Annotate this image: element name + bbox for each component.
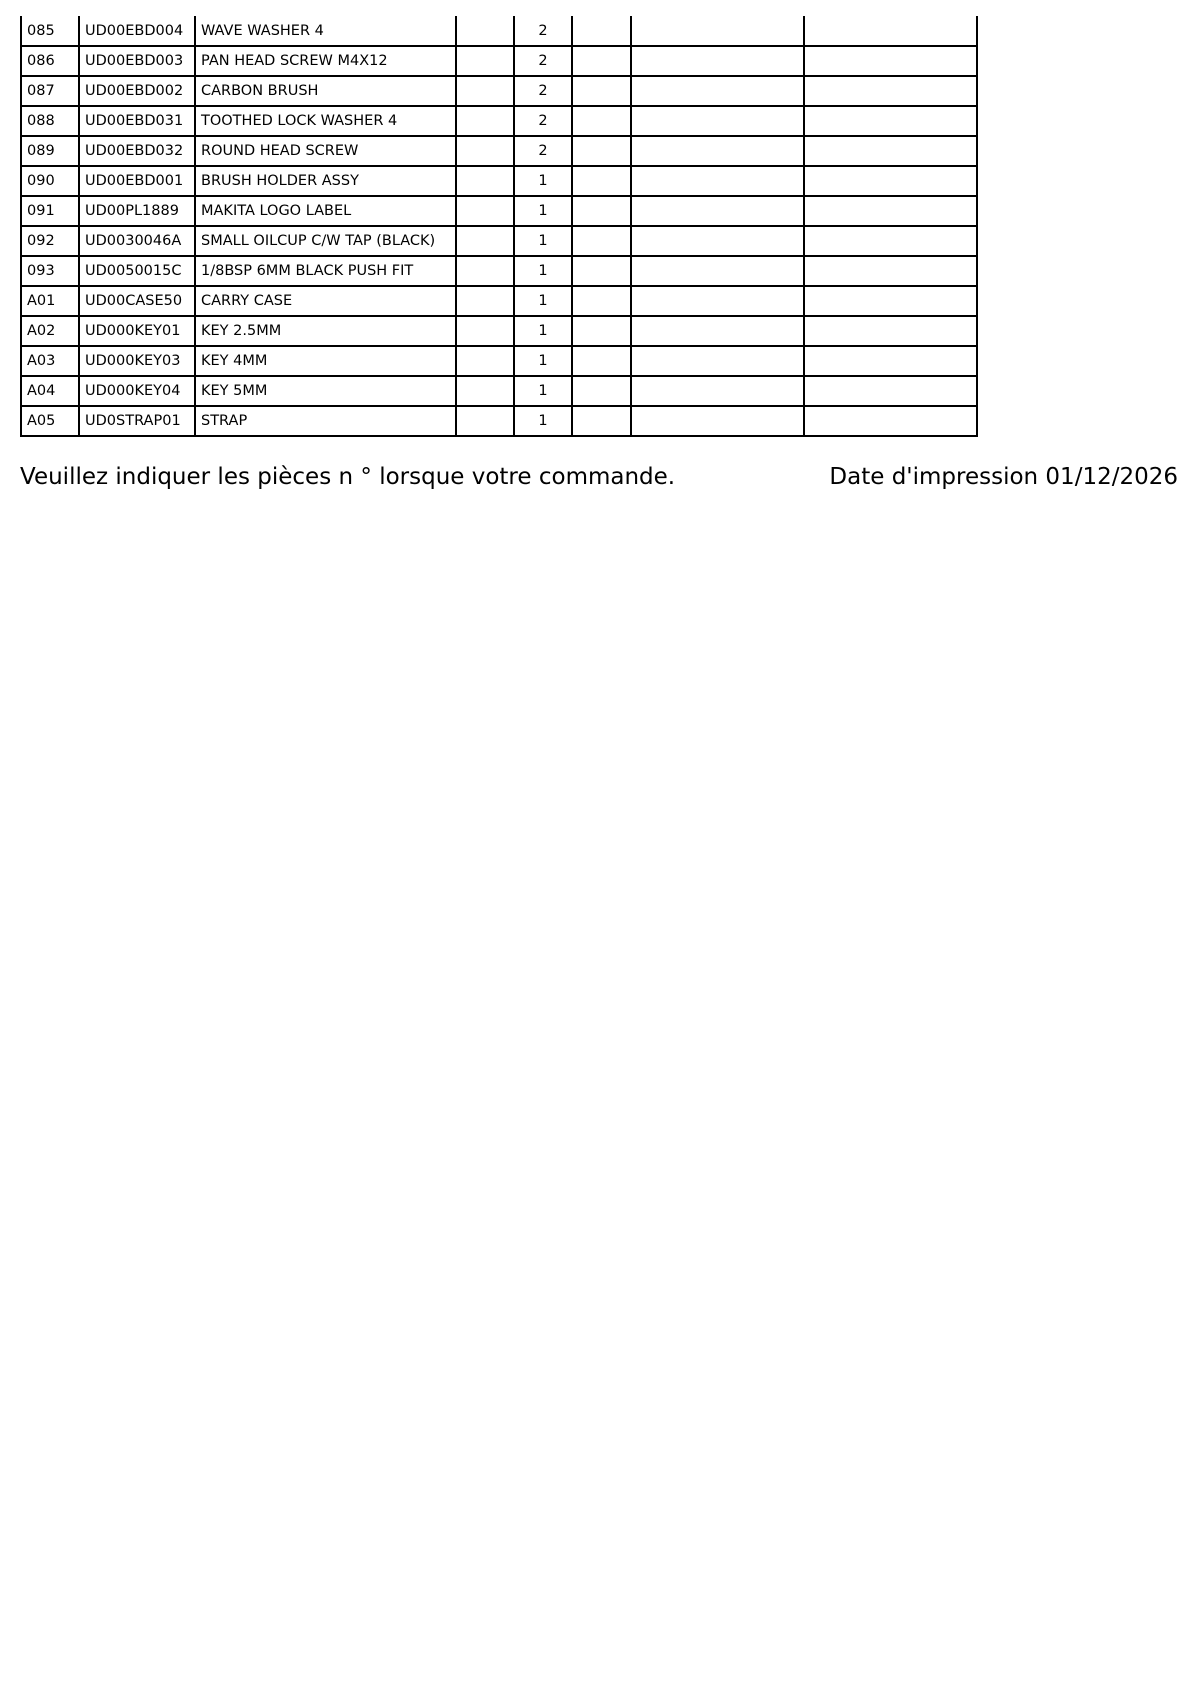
part-code-cell: UD00EBD003: [79, 46, 195, 76]
empty-cell: [631, 136, 804, 166]
empty-cell: [631, 16, 804, 46]
empty-cell: [572, 106, 631, 136]
part-ref-cell: 089: [21, 136, 79, 166]
empty-cell: [456, 46, 514, 76]
table-row: [21, 136, 977, 166]
empty-cell: [804, 106, 977, 136]
part-description-cell: PAN HEAD SCREW M4X12: [195, 46, 456, 76]
empty-cell: [804, 256, 977, 286]
empty-cell: [804, 316, 977, 346]
part-code-cell: UD0030046A: [79, 226, 195, 256]
part-description-cell: MAKITA LOGO LABEL: [195, 196, 456, 226]
table-row: [21, 166, 977, 196]
empty-cell: [804, 406, 977, 436]
part-code-cell: UD00EBD031: [79, 106, 195, 136]
part-ref-cell: 086: [21, 46, 79, 76]
empty-cell: [456, 136, 514, 166]
empty-cell: [631, 226, 804, 256]
table-row: [21, 286, 977, 316]
part-qty-cell: 1: [514, 166, 572, 196]
empty-cell: [631, 196, 804, 226]
empty-cell: [572, 286, 631, 316]
print-date: Date d'impression 01/12/2026: [829, 464, 1178, 490]
empty-cell: [456, 376, 514, 406]
part-qty-cell: 1: [514, 406, 572, 436]
empty-cell: [572, 316, 631, 346]
empty-cell: [804, 46, 977, 76]
part-ref-cell: 090: [21, 166, 79, 196]
empty-cell: [456, 346, 514, 376]
empty-cell: [804, 196, 977, 226]
part-code-cell: UD0STRAP01: [79, 406, 195, 436]
empty-cell: [804, 226, 977, 256]
parts-table: [20, 16, 978, 437]
empty-cell: [456, 256, 514, 286]
part-qty-cell: 2: [514, 136, 572, 166]
table-row: [21, 256, 977, 286]
empty-cell: [572, 376, 631, 406]
empty-cell: [572, 226, 631, 256]
part-description-cell: TOOTHED LOCK WASHER 4: [195, 106, 456, 136]
empty-cell: [804, 16, 977, 46]
empty-cell: [456, 16, 514, 46]
part-qty-cell: 1: [514, 256, 572, 286]
part-description-cell: KEY 4MM: [195, 346, 456, 376]
part-description-cell: WAVE WASHER 4: [195, 16, 456, 46]
part-description-cell: BRUSH HOLDER ASSY: [195, 166, 456, 196]
empty-cell: [804, 76, 977, 106]
empty-cell: [572, 46, 631, 76]
part-description-cell: STRAP: [195, 406, 456, 436]
empty-cell: [456, 76, 514, 106]
part-ref-cell: A02: [21, 316, 79, 346]
part-description-cell: 1/8BSP 6MM BLACK PUSH FIT: [195, 256, 456, 286]
part-description-cell: KEY 5MM: [195, 376, 456, 406]
empty-cell: [631, 46, 804, 76]
table-row: [21, 76, 977, 106]
empty-cell: [572, 16, 631, 46]
part-qty-cell: 1: [514, 226, 572, 256]
part-description-cell: CARRY CASE: [195, 286, 456, 316]
table-row: [21, 226, 977, 256]
empty-cell: [804, 136, 977, 166]
part-qty-cell: 2: [514, 16, 572, 46]
part-ref-cell: A04: [21, 376, 79, 406]
order-instruction-note: Veuillez indiquer les pièces n ° lorsque votre commande.: [20, 464, 676, 490]
part-qty-cell: 1: [514, 376, 572, 406]
part-qty-cell: 1: [514, 286, 572, 316]
empty-cell: [804, 286, 977, 316]
part-ref-cell: 092: [21, 226, 79, 256]
part-ref-cell: 085: [21, 16, 79, 46]
empty-cell: [631, 256, 804, 286]
empty-cell: [456, 316, 514, 346]
empty-cell: [572, 136, 631, 166]
empty-cell: [631, 166, 804, 196]
empty-cell: [631, 286, 804, 316]
table-row: [21, 316, 977, 346]
empty-cell: [631, 76, 804, 106]
table-row: [21, 106, 977, 136]
empty-cell: [631, 346, 804, 376]
part-description-cell: ROUND HEAD SCREW: [195, 136, 456, 166]
part-ref-cell: A05: [21, 406, 79, 436]
part-code-cell: UD00EBD002: [79, 76, 195, 106]
empty-cell: [572, 406, 631, 436]
part-code-cell: UD0050015C: [79, 256, 195, 286]
part-ref-cell: 091: [21, 196, 79, 226]
part-code-cell: UD00CASE50: [79, 286, 195, 316]
part-code-cell: UD00PL1889: [79, 196, 195, 226]
part-code-cell: UD00EBD032: [79, 136, 195, 166]
empty-cell: [804, 166, 977, 196]
empty-cell: [456, 166, 514, 196]
part-ref-cell: A01: [21, 286, 79, 316]
empty-cell: [804, 346, 977, 376]
part-code-cell: UD000KEY01: [79, 316, 195, 346]
part-description-cell: CARBON BRUSH: [195, 76, 456, 106]
part-description-cell: KEY 2.5MM: [195, 316, 456, 346]
empty-cell: [456, 226, 514, 256]
part-qty-cell: 1: [514, 346, 572, 376]
empty-cell: [572, 346, 631, 376]
part-qty-cell: 1: [514, 316, 572, 346]
part-code-cell: UD00EBD001: [79, 166, 195, 196]
empty-cell: [631, 376, 804, 406]
empty-cell: [631, 406, 804, 436]
part-qty-cell: 2: [514, 76, 572, 106]
empty-cell: [456, 406, 514, 436]
table-row: [21, 16, 977, 46]
empty-cell: [456, 196, 514, 226]
part-description-cell: SMALL OILCUP C/W TAP (BLACK): [195, 226, 456, 256]
table-row: [21, 406, 977, 436]
part-code-cell: UD000KEY03: [79, 346, 195, 376]
part-ref-cell: A03: [21, 346, 79, 376]
table-row: [21, 346, 977, 376]
empty-cell: [572, 256, 631, 286]
empty-cell: [631, 106, 804, 136]
empty-cell: [456, 106, 514, 136]
table-row: [21, 196, 977, 226]
empty-cell: [456, 286, 514, 316]
part-qty-cell: 1: [514, 196, 572, 226]
part-ref-cell: 093: [21, 256, 79, 286]
empty-cell: [572, 166, 631, 196]
table-row: [21, 46, 977, 76]
empty-cell: [572, 76, 631, 106]
empty-cell: [631, 316, 804, 346]
part-qty-cell: 2: [514, 46, 572, 76]
empty-cell: [572, 196, 631, 226]
empty-cell: [804, 376, 977, 406]
table-row: [21, 376, 977, 406]
part-ref-cell: 088: [21, 106, 79, 136]
part-qty-cell: 2: [514, 106, 572, 136]
part-code-cell: UD00EBD004: [79, 16, 195, 46]
parts-table-body: [21, 16, 977, 436]
part-code-cell: UD000KEY04: [79, 376, 195, 406]
part-ref-cell: 087: [21, 76, 79, 106]
